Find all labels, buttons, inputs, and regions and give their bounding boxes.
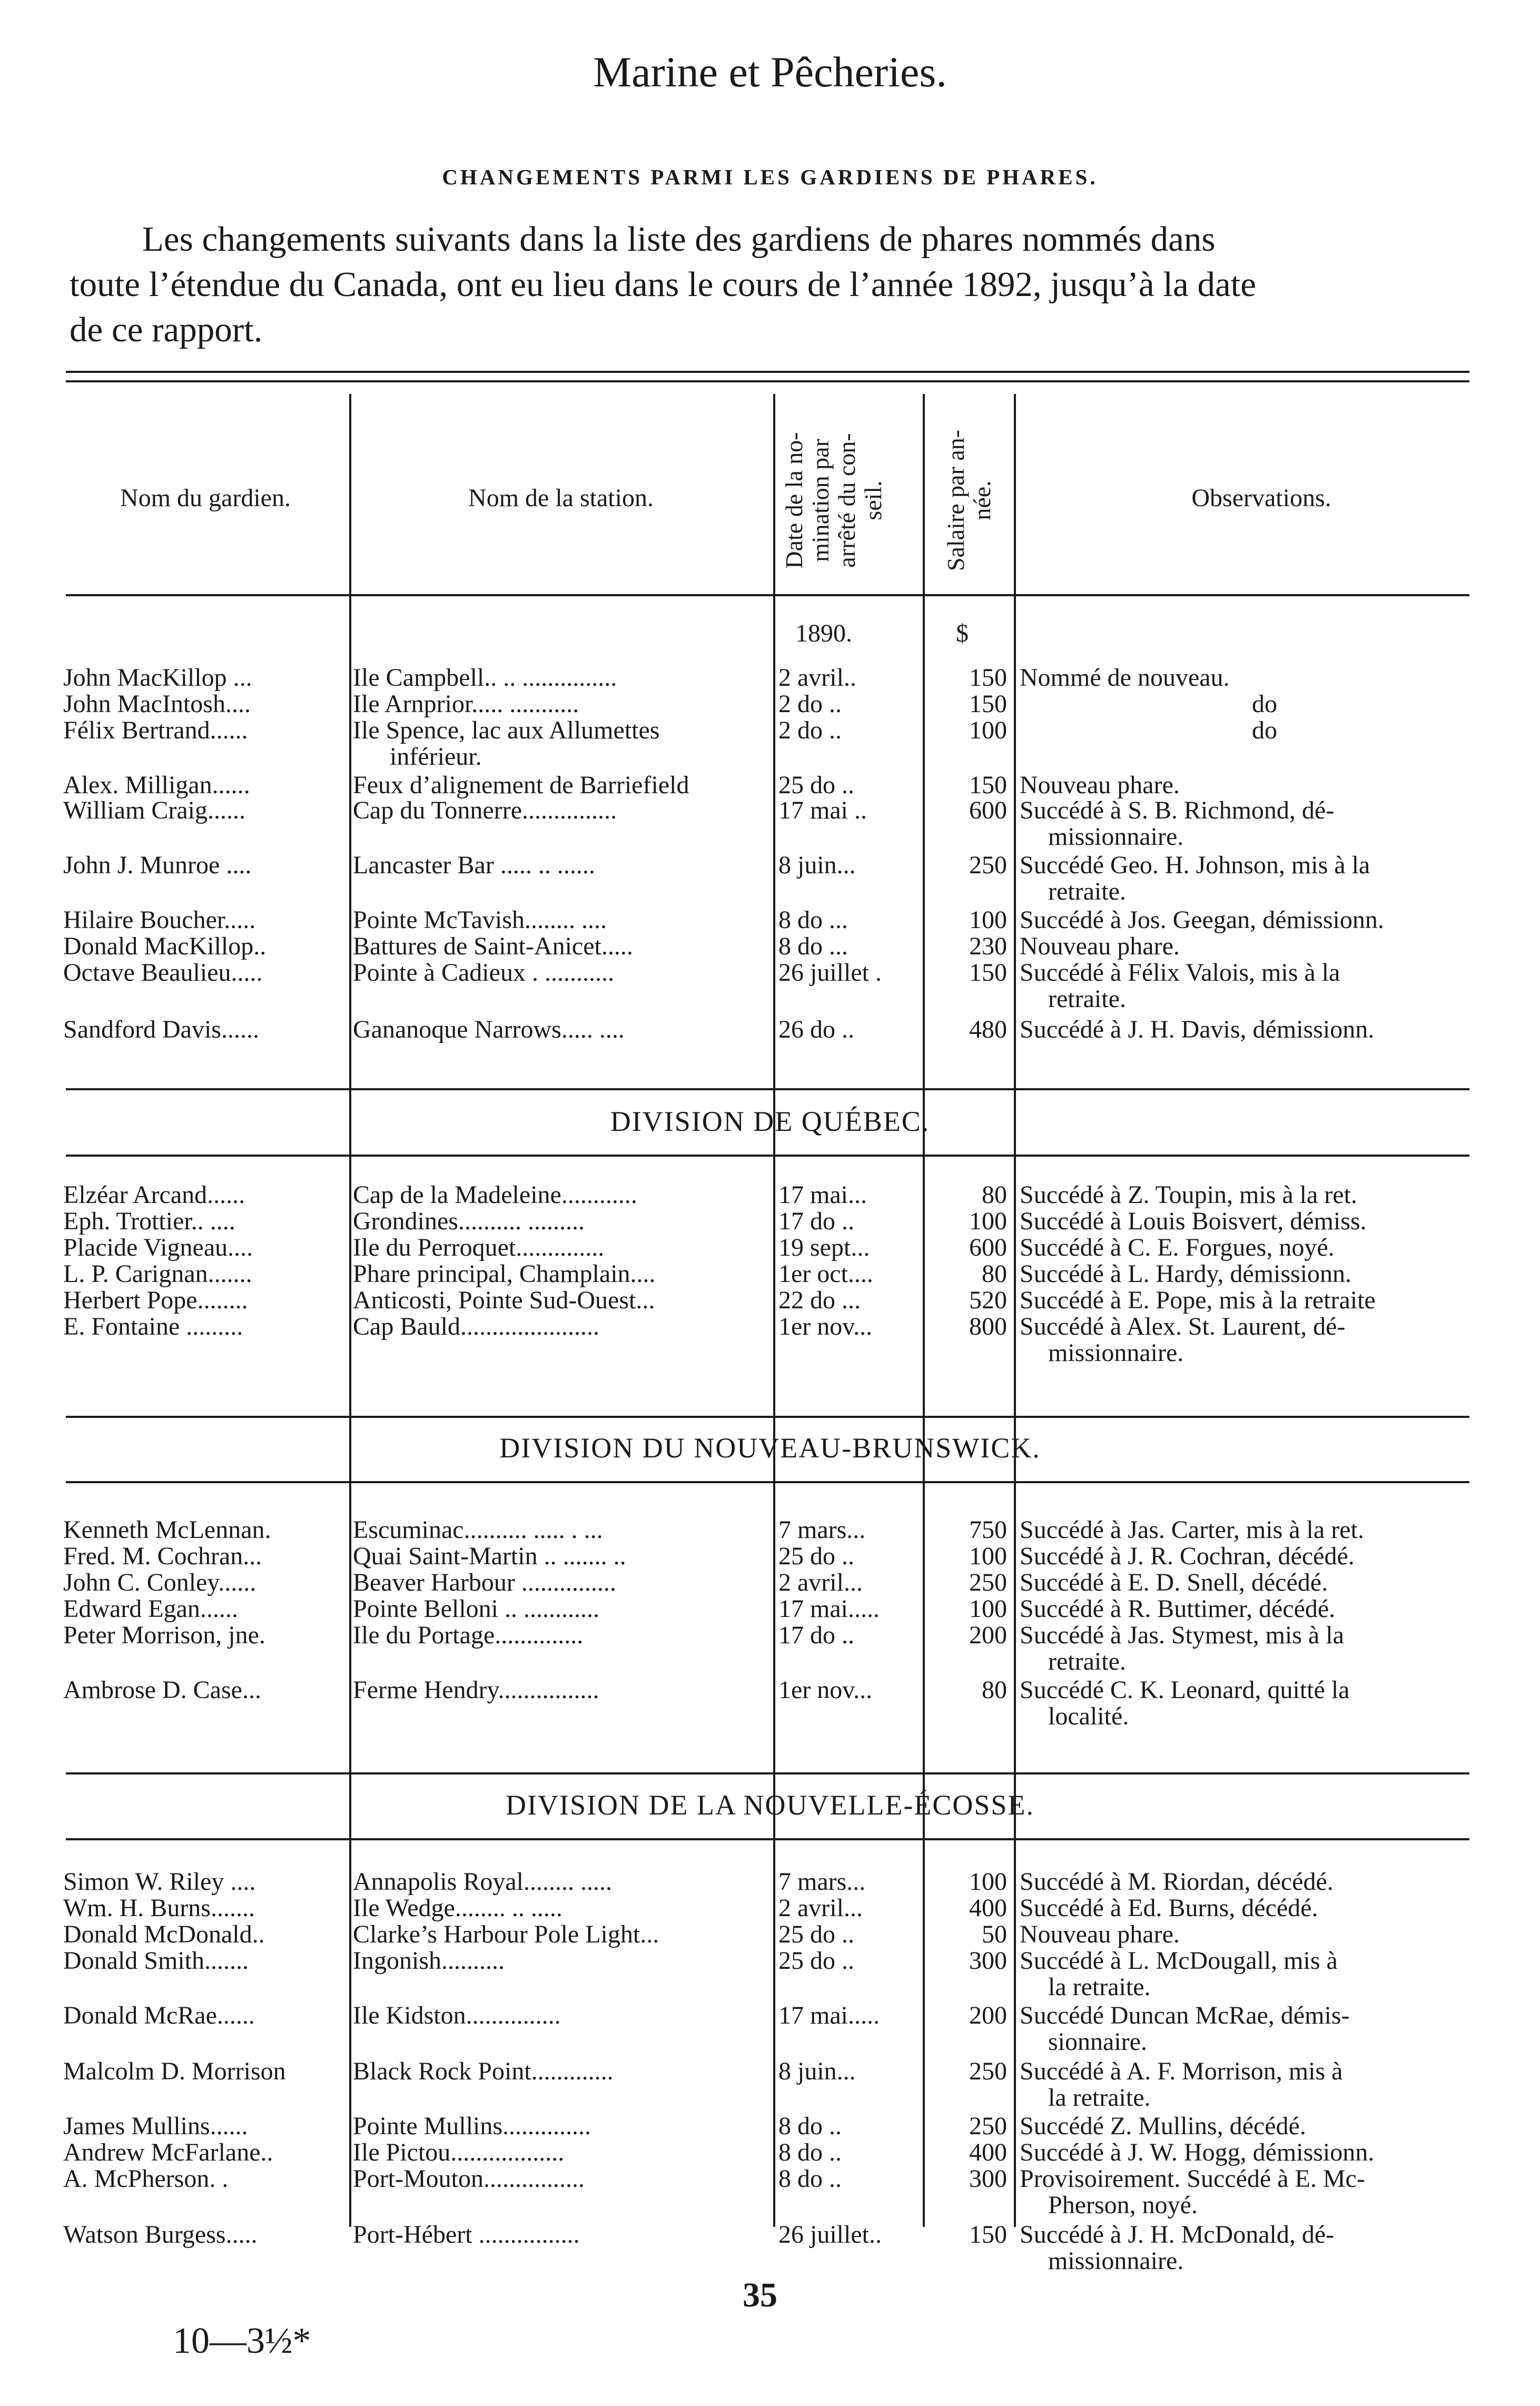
station-name: Ile du Perroquet.............. <box>353 1234 605 1261</box>
station-name: Phare principal, Champlain.... <box>353 1260 656 1288</box>
observation: Succédé à Jas. Stymest, mis à la <box>1020 1621 1344 1649</box>
keeper-name: Elzéar Arcand...... <box>63 1181 245 1209</box>
station-name: Ile Spence, lac aux Allumettes <box>353 716 660 744</box>
appointment-date: 8 do .. <box>778 2138 842 2166</box>
station-name: Port-Mouton................ <box>353 2165 585 2193</box>
station-name: Ile Pictou.................. <box>353 2138 565 2166</box>
observation: Succédé à E. Pope, mis à la retraite <box>1020 1286 1376 1314</box>
station-name-continued: inférieur. <box>390 743 482 771</box>
observation: Succédé à Jos. Geegan, démissionn. <box>1020 906 1384 934</box>
keeper-name: John J. Munroe .... <box>63 851 252 879</box>
col-header-salary-line-1: Salaire par an- <box>942 429 969 571</box>
observation: Succédé à Félix Valois, mis à la <box>1020 959 1340 987</box>
observation-continued: sionnaire. <box>1048 2028 1147 2056</box>
observation: Nouveau phare. <box>1020 771 1180 799</box>
station-name: Battures de Saint-Anicet..... <box>353 932 633 960</box>
observation: Succédé à R. Buttimer, décédé. <box>1020 1595 1336 1623</box>
keeper-name: Ambrose D. Case... <box>63 1676 261 1704</box>
annual-salary: 80 <box>982 1676 1007 1704</box>
observation-continued: missionnaire. <box>1048 1339 1184 1367</box>
appointment-date: 2 do .. <box>778 716 842 744</box>
appointment-date: 1er nov... <box>778 1313 873 1340</box>
annual-salary: 150 <box>969 959 1007 987</box>
intro-line-3: de ce rapport. <box>70 310 263 349</box>
keeper-name: Kenneth McLennan. <box>63 1516 271 1544</box>
annual-salary: 150 <box>969 771 1007 799</box>
col-header-name: Nom du gardien. <box>120 484 291 512</box>
col-header-salary <box>943 411 995 590</box>
annual-salary: 400 <box>969 1894 1007 1922</box>
annual-salary: 800 <box>969 1313 1007 1340</box>
page-number: 35 <box>743 2276 777 2314</box>
observation: Succédé à L. McDougall, mis à <box>1020 1947 1338 1975</box>
station-name: Cap Bauld...................... <box>353 1313 599 1340</box>
station-name: Ferme Hendry................ <box>353 1676 599 1704</box>
keeper-name: Andrew McFarlane.. <box>63 2138 273 2166</box>
division-title-nouvelle-ecosse: DIVISION DE LA NOUVELLE-ÉCOSSE. <box>506 1789 1034 1821</box>
observation-continued: la retraite. <box>1048 2084 1151 2112</box>
keeper-name: A. McPherson. . <box>63 2165 229 2193</box>
keeper-name: Placide Vigneau.... <box>63 1234 253 1261</box>
observation: Succédé à Alex. St. Laurent, dé- <box>1020 1313 1346 1340</box>
appointment-date: 17 do .. <box>778 1621 854 1649</box>
observation: Succédé à J. W. Hogg, démissionn. <box>1020 2138 1375 2166</box>
keeper-name: Félix Bertrand...... <box>63 716 248 744</box>
appointment-date: 8 do .. <box>778 2112 842 2140</box>
observation: Succédé C. K. Leonard, quitté la <box>1020 1676 1350 1704</box>
header-bottom-rule <box>66 594 1469 596</box>
currency-label: $ <box>956 619 969 647</box>
annual-salary: 250 <box>969 2112 1007 2140</box>
station-name: Ile du Portage.............. <box>353 1621 584 1649</box>
keeper-name: Donald McRae...... <box>63 2001 255 2029</box>
col-header-date-line-4: seil. <box>860 480 886 520</box>
station-name: Ile Arnprior..... ........... <box>353 690 579 718</box>
station-name: Clarke’s Harbour Pole Light... <box>353 1920 659 1948</box>
observation: Nouveau phare. <box>1020 932 1180 960</box>
keeper-name: Eph. Trottier.. .... <box>63 1207 235 1235</box>
observation-continued: missionnaire. <box>1048 823 1184 851</box>
annual-salary: 400 <box>969 2138 1007 2166</box>
annual-salary: 200 <box>969 1621 1007 1649</box>
keeper-name: Donald MacKillop.. <box>63 932 266 960</box>
appointment-date: 22 do ... <box>778 1286 861 1314</box>
annual-salary: 100 <box>969 716 1007 744</box>
station-name: Pointe McTavish........ .... <box>353 906 607 934</box>
separator-nb-bottom <box>66 1481 1469 1483</box>
annual-salary: 100 <box>969 1868 1007 1896</box>
appointment-date: 2 avril... <box>778 1569 863 1596</box>
header-top-rule-2 <box>66 380 1469 382</box>
keeper-name: Alex. Milligan...... <box>63 771 250 799</box>
appointment-date: 8 do ... <box>778 906 848 934</box>
observation: do <box>1252 716 1277 744</box>
keeper-name: John MacIntosh.... <box>63 690 251 718</box>
keeper-name: Peter Morrison, jne. <box>63 1621 265 1649</box>
annual-salary: 230 <box>969 932 1007 960</box>
annual-salary: 250 <box>969 2057 1007 2085</box>
appointment-date: 1er nov... <box>778 1676 873 1704</box>
observation: Nouveau phare. <box>1020 1920 1180 1948</box>
observation: Succédé à C. E. Forgues, noyé. <box>1020 1234 1335 1261</box>
annual-salary: 300 <box>969 1947 1007 1975</box>
annual-salary: 480 <box>969 1015 1007 1043</box>
keeper-name: Malcolm D. Morrison <box>63 2057 286 2085</box>
keeper-name: Simon W. Riley .... <box>63 1868 256 1896</box>
appointment-date: 19 sept... <box>778 1234 870 1261</box>
appointment-date: 7 mars... <box>778 1868 866 1896</box>
observation-continued: retraite. <box>1048 1648 1126 1675</box>
observation: Succédé à A. F. Morrison, mis à <box>1020 2057 1343 2085</box>
station-name: Beaver Harbour ............... <box>353 1569 616 1596</box>
annual-salary: 250 <box>969 1569 1007 1596</box>
col-rule-1 <box>349 394 351 2227</box>
observation-continued: retraite. <box>1048 877 1126 905</box>
appointment-date: 25 do .. <box>778 1920 854 1948</box>
station-name: Cap du Tonnerre............... <box>353 796 617 824</box>
annual-salary: 750 <box>969 1516 1007 1544</box>
annual-salary: 100 <box>969 1595 1007 1623</box>
observation: Succédé à Z. Toupin, mis à la ret. <box>1020 1181 1357 1209</box>
station-name: Escuminac.......... ..... . ... <box>353 1516 603 1544</box>
observation: Succédé Geo. H. Johnson, mis à la <box>1020 851 1370 879</box>
observation: Succédé à E. D. Snell, décédé. <box>1020 1569 1328 1596</box>
observation-continued: la retraite. <box>1048 1973 1151 2001</box>
col-header-salary-line-2: née. <box>969 480 995 520</box>
annual-salary: 80 <box>982 1260 1007 1288</box>
observation: Succédé à Jas. Carter, mis à la ret. <box>1020 1516 1364 1544</box>
keeper-name: James Mullins...... <box>63 2112 248 2140</box>
station-name: Anticosti, Pointe Sud-Ouest... <box>353 1286 655 1314</box>
keeper-name: William Craig...... <box>63 796 246 824</box>
header-top-rule <box>66 371 1469 373</box>
col-header-date-line-1: Date de la no- <box>781 432 807 569</box>
observation-continued: retraite. <box>1048 985 1126 1013</box>
appointment-date: 17 mai... <box>778 1181 867 1209</box>
appointment-date: 2 avril.. <box>778 664 856 692</box>
station-name: Ile Wedge........ .. ..... <box>353 1894 562 1922</box>
appointment-date: 8 juin... <box>778 2057 856 2085</box>
section-subtitle: CHANGEMENTS PARMI LES GARDIENS DE PHARES. <box>442 165 1098 189</box>
division-title-nouveau-brunswick: DIVISION DU NOUVEAU-BRUNSWICK. <box>499 1432 1041 1464</box>
observation: do <box>1252 690 1277 718</box>
col-rule-4 <box>1014 394 1016 2227</box>
observation: Succédé à Louis Boisvert, démiss. <box>1020 1207 1367 1235</box>
annual-salary: 150 <box>969 690 1007 718</box>
keeper-name: Fred. M. Cochran... <box>63 1542 262 1570</box>
station-name: Gananoque Narrows..... .... <box>353 1015 625 1043</box>
col-header-date-line-2: mination par <box>807 439 834 562</box>
annual-salary: 250 <box>969 851 1007 879</box>
annual-salary: 80 <box>982 1181 1007 1209</box>
station-name: Lancaster Bar ..... .. ...... <box>353 851 595 879</box>
observation: Succédé à J. R. Cochran, décédé. <box>1020 1542 1355 1570</box>
observation: Nommé de nouveau. <box>1020 664 1230 692</box>
observation: Succédé à Ed. Burns, décédé. <box>1020 1894 1318 1922</box>
appointment-date: 7 mars... <box>778 1516 866 1544</box>
keeper-name: L. P. Carignan....... <box>63 1260 252 1288</box>
appointment-date: 25 do .. <box>778 771 854 799</box>
appointment-date: 8 do ... <box>778 932 848 960</box>
col-header-observations: Observations. <box>1191 484 1331 512</box>
annual-salary: 100 <box>969 1207 1007 1235</box>
keeper-name: Donald Smith....... <box>63 1947 249 1975</box>
station-name: Ile Kidston............... <box>353 2001 561 2029</box>
station-name: Ingonish.......... <box>353 1947 505 1975</box>
separator-ne-top <box>66 1772 1469 1774</box>
appointment-date: 25 do .. <box>778 1947 854 1975</box>
keeper-name: Octave Beaulieu..... <box>63 959 263 987</box>
annual-salary: 50 <box>982 1920 1007 1948</box>
col-header-date <box>781 395 886 606</box>
appointment-date: 25 do .. <box>778 1542 854 1570</box>
annual-salary: 150 <box>969 2221 1007 2249</box>
separator-quebec-top <box>66 1088 1469 1090</box>
station-name: Grondines.......... ......... <box>353 1207 585 1235</box>
annual-salary: 600 <box>969 796 1007 824</box>
separator-nb-top <box>66 1416 1469 1418</box>
year-label: 1890. <box>795 619 852 647</box>
observation-continued: Pherson, noyé. <box>1048 2191 1198 2219</box>
col-header-date-line-3: arrêté du con- <box>833 433 860 568</box>
keeper-name: Hilaire Boucher..... <box>63 906 256 934</box>
observation: Provisoirement. Succédé à E. Mc- <box>1020 2165 1365 2193</box>
page-title: Marine et Pêcheries. <box>593 48 947 96</box>
station-name: Port-Hébert ................ <box>353 2221 580 2249</box>
intro-line-2: toute l’étendue du Canada, ont eu lieu dans le cours de l’année 1892, jusqu’à la date <box>70 265 1257 304</box>
keeper-name: Edward Egan...... <box>63 1595 238 1623</box>
annual-salary: 600 <box>969 1234 1007 1261</box>
separator-quebec-bottom <box>66 1155 1469 1157</box>
observation: Succédé à S. B. Richmond, dé- <box>1020 796 1335 824</box>
keeper-name: Herbert Pope........ <box>63 1286 248 1314</box>
division-title-quebec: DIVISION DE QUÉBEC. <box>610 1106 930 1137</box>
appointment-date: 17 mai..... <box>778 1595 880 1623</box>
annual-salary: 100 <box>969 1542 1007 1570</box>
keeper-name: Donald McDonald.. <box>63 1920 265 1948</box>
annual-salary: 100 <box>969 906 1007 934</box>
station-name: Pointe Mullins.............. <box>353 2112 591 2140</box>
col-rule-3 <box>923 394 925 2227</box>
observation: Succédé Duncan McRae, démis- <box>1020 2001 1350 2029</box>
appointment-date: 26 juillet.. <box>778 2221 882 2249</box>
observation: Succédé à M. Riordan, décédé. <box>1020 1868 1334 1896</box>
intro-line-1: Les changements suivants dans la liste des gardiens de phares nommés dans <box>142 220 1216 259</box>
observation: Succédé Z. Mullins, décédé. <box>1020 2112 1306 2140</box>
appointment-date: 26 do .. <box>778 1015 854 1043</box>
station-name: Pointe Belloni .. ............ <box>353 1595 599 1623</box>
observation-continued: localité. <box>1048 1702 1129 1730</box>
appointment-date: 8 juin... <box>778 851 856 879</box>
keeper-name: John MacKillop ... <box>63 664 252 692</box>
appointment-date: 26 juillet . <box>778 959 882 987</box>
keeper-name: E. Fontaine ......... <box>63 1313 243 1340</box>
appointment-date: 17 do .. <box>778 1207 854 1235</box>
separator-ne-bottom <box>66 1838 1469 1840</box>
station-name: Black Rock Point............. <box>353 2057 614 2085</box>
keeper-name: Watson Burgess..... <box>63 2221 258 2249</box>
station-name: Feux d’alignement de Barriefield <box>353 771 689 799</box>
station-name: Cap de la Madeleine............ <box>353 1181 637 1209</box>
station-name: Ile Campbell.. .. ............... <box>353 664 617 692</box>
appointment-date: 17 mai..... <box>778 2001 880 2029</box>
col-rule-2 <box>773 394 775 2227</box>
appointment-date: 8 do .. <box>778 2165 842 2193</box>
appointment-date: 17 mai .. <box>778 796 867 824</box>
keeper-name: Wm. H. Burns....... <box>63 1894 255 1922</box>
appointment-date: 2 do .. <box>778 690 842 718</box>
annual-salary: 300 <box>969 2165 1007 2193</box>
observation: Succédé à J. H. Davis, démissionn. <box>1020 1015 1375 1043</box>
observation: Succédé à L. Hardy, démissionn. <box>1020 1260 1352 1288</box>
station-name: Pointe à Cadieux . ........... <box>353 959 614 987</box>
station-name: Annapolis Royal........ ..... <box>353 1868 612 1896</box>
observation-continued: missionnaire. <box>1048 2247 1184 2275</box>
annual-salary: 150 <box>969 664 1007 692</box>
annual-salary: 520 <box>969 1286 1007 1314</box>
printer-signature: 10—3½* <box>173 2321 311 2361</box>
observation: Succédé à J. H. McDonald, dé- <box>1020 2221 1335 2249</box>
annual-salary: 200 <box>969 2001 1007 2029</box>
col-header-station: Nom de la station. <box>468 484 654 512</box>
appointment-date: 2 avril... <box>778 1894 863 1922</box>
appointment-date: 1er oct.... <box>778 1260 873 1288</box>
keeper-name: John C. Conley...... <box>63 1569 256 1596</box>
station-name: Quai Saint-Martin .. ....... .. <box>353 1542 626 1570</box>
keeper-name: Sandford Davis...... <box>63 1015 259 1043</box>
